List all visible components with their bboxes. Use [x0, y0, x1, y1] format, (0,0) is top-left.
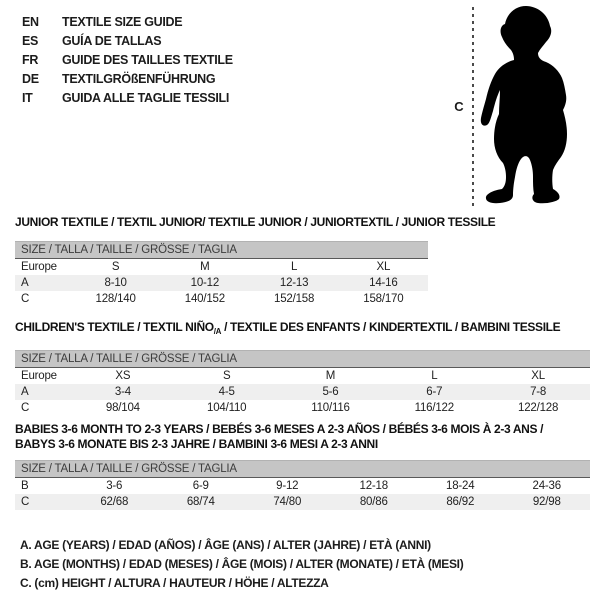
section-junior-textile — [15, 215, 496, 307]
table-cell: B — [21, 480, 29, 492]
height-measure-dotted-line — [472, 7, 474, 208]
table-cell: Europe — [21, 261, 57, 273]
section-title-line1: BABIES 3-6 MONTH TO 2-3 YEARS / BEBÉS 3-6 MESES A 2-3 AÑOS / BÉBÉS 3-6 MOIS À 2-3 ANS / — [15, 422, 544, 436]
language-code: EN — [22, 15, 39, 29]
table-cell: 10-12 — [190, 277, 220, 289]
title-text: / TEXTILE DES ENFANTS / KINDERTEXTIL / BAMBINI TESSILE — [221, 320, 561, 334]
table-cell: 5-6 — [322, 386, 339, 398]
table-cell: 158/170 — [363, 293, 404, 305]
language-code: DE — [22, 72, 39, 86]
legend-notes — [20, 536, 463, 593]
table-cell: XL — [376, 261, 391, 273]
table-cell: 8-10 — [104, 277, 127, 289]
table-cell: 7-8 — [530, 386, 547, 398]
table-row — [15, 368, 590, 384]
size-header-bar: SIZE / TALLA / TAILLE / GRÖSSE / TAGLIA — [15, 350, 590, 368]
language-label: TEXTILE SIZE GUIDE — [62, 15, 183, 29]
table-cell: C — [21, 496, 30, 508]
language-code: IT — [22, 91, 33, 105]
table-cell: 152/158 — [274, 293, 315, 305]
section-title-line2: BABYS 3-6 MONATE BIS 2-3 JAHRE / BAMBINI 3-6 MESI A 2-3 ANNI — [15, 437, 378, 451]
section-title — [15, 320, 590, 339]
table-cell: C — [21, 402, 30, 414]
language-row-de — [22, 70, 233, 89]
table-cell: 4-5 — [218, 386, 235, 398]
table-cell: 9-12 — [276, 480, 299, 492]
size-header-bar: SIZE / TALLA / TAILLE / GRÖSSE / TAGLIA — [15, 460, 590, 478]
table-cell: A — [21, 386, 29, 398]
table-cell: S — [111, 261, 120, 273]
table-cell: M — [200, 261, 210, 273]
table-cell: 128/140 — [95, 293, 136, 305]
table-cell: 3-6 — [106, 480, 123, 492]
table-cell: 6-7 — [426, 386, 443, 398]
note-age-months: B. AGE (MONTHS) / EDAD (MESES) / ÂGE (MOIS) / ALTER (MONATE) / ETÀ (MESI) — [20, 557, 464, 571]
section-babies-textile — [15, 422, 590, 510]
table-cell: 12-18 — [359, 480, 388, 492]
size-header-bar: SIZE / TALLA / TAILLE / GRÖSSE / TAGLIA — [15, 241, 428, 259]
babies-size-table — [15, 478, 590, 510]
table-row — [15, 400, 590, 416]
section-title: JUNIOR TEXTILE / TEXTIL JUNIOR/ TEXTILE JUNIOR / JUNIORTEXTIL / JUNIOR TESSILE — [15, 215, 496, 229]
table-cell: 62/68 — [100, 496, 129, 508]
table-cell: L — [431, 370, 438, 382]
table-cell: 18-24 — [446, 480, 475, 492]
table-cell: 68/74 — [186, 496, 215, 508]
table-cell: 74/80 — [273, 496, 302, 508]
table-cell: 122/128 — [518, 402, 559, 414]
table-row — [15, 259, 428, 275]
language-label: GUÍA DE TALLAS — [62, 34, 162, 48]
table-row — [15, 291, 428, 307]
language-row-es — [22, 32, 233, 51]
section-childrens-textile — [15, 320, 590, 416]
table-cell: 110/116 — [311, 402, 350, 414]
table-cell: L — [291, 261, 298, 273]
table-row — [15, 494, 590, 510]
table-cell: S — [222, 370, 231, 382]
table-cell: 140/152 — [184, 293, 225, 305]
table-cell: 80/86 — [359, 496, 388, 508]
table-cell: 98/104 — [105, 402, 140, 414]
note-age-years: A. AGE (YEARS) / EDAD (AÑOS) / ÂGE (ANS) / ALTER (JAHRE) / ETÀ (ANNI) — [20, 538, 431, 552]
childrens-size-table — [15, 368, 590, 416]
table-row — [15, 384, 590, 400]
table-cell: 12-13 — [279, 277, 309, 289]
table-cell: 86/92 — [446, 496, 475, 508]
language-row-it — [22, 89, 233, 108]
baby-silhouette-icon — [479, 5, 575, 208]
table-cell: Europe — [21, 370, 57, 382]
height-measure-label: C — [454, 99, 464, 114]
table-cell: 116/122 — [414, 402, 454, 414]
note-height-cm: C. (cm) HEIGHT / ALTURA / HAUTEUR / HÖHE / ALTEZZA — [20, 576, 329, 590]
language-label: GUIDE DES TAILLES TEXTILE — [62, 53, 233, 67]
table-cell: 14-16 — [369, 277, 398, 289]
table-cell: 92/98 — [532, 496, 561, 508]
language-code: FR — [22, 53, 39, 67]
table-cell: M — [325, 370, 336, 382]
table-cell: C — [21, 293, 30, 305]
language-label: GUIDA ALLE TAGLIE TESSILI — [62, 91, 230, 105]
table-cell: XS — [115, 370, 131, 382]
table-cell: 6-9 — [192, 480, 209, 492]
language-list — [22, 13, 233, 108]
title-subscript: /A — [213, 327, 222, 336]
table-cell: 24-36 — [532, 480, 561, 492]
title-text: CHILDREN'S TEXTILE / TEXTIL NIÑO — [15, 320, 214, 334]
table-row — [15, 478, 590, 494]
language-row-en — [22, 13, 233, 32]
table-cell: 3-4 — [114, 386, 131, 398]
table-cell: A — [21, 277, 29, 289]
language-code: ES — [22, 34, 39, 48]
language-label: TEXTILGRÖßENFÜHRUNG — [62, 72, 216, 86]
junior-size-table — [15, 259, 428, 307]
table-cell: XL — [531, 370, 545, 382]
language-row-fr — [22, 51, 233, 70]
table-row — [15, 275, 428, 291]
table-cell: 104/110 — [207, 402, 247, 414]
